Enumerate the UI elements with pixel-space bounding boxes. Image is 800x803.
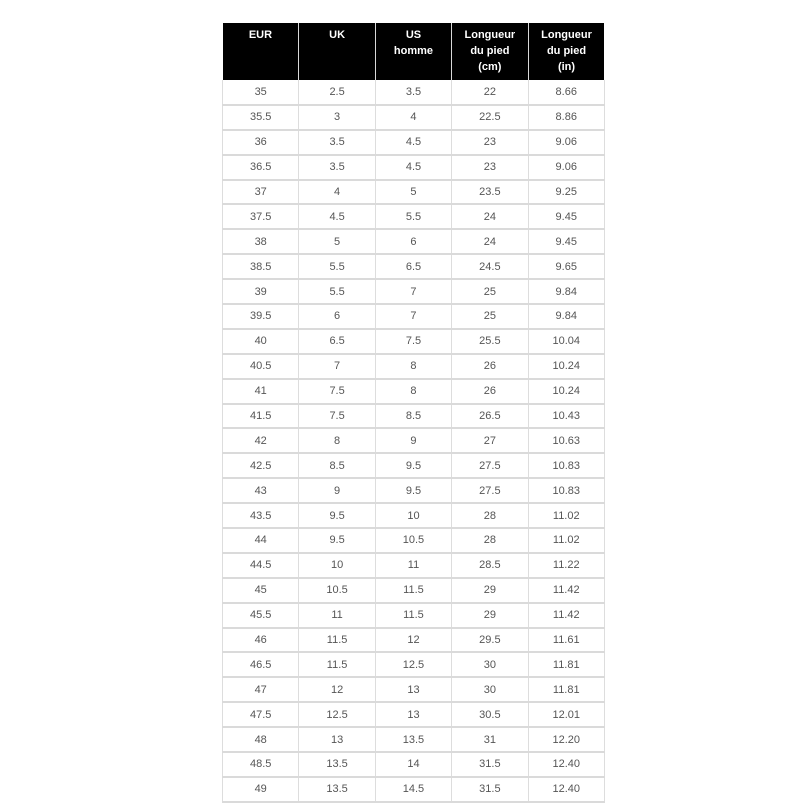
uk-cell: 9.5: [299, 528, 375, 553]
eur-cell: 42.5: [223, 453, 299, 478]
foot-length-in-cell: 9.84: [528, 279, 604, 304]
eur-cell: 42: [223, 428, 299, 453]
uk-cell: 6: [299, 304, 375, 329]
table-row: [223, 404, 605, 429]
table-row: [223, 155, 605, 180]
us-homme-cell: 8: [375, 354, 451, 379]
foot-length-in-cell: 12.20: [528, 727, 604, 752]
eur-cell: 41.5: [223, 404, 299, 429]
uk-cell: 11: [299, 603, 375, 628]
us-homme-cell: 4: [375, 105, 451, 130]
foot-length-cm-cell: 28: [452, 503, 528, 528]
foot-length-cm-cell: 29: [452, 578, 528, 603]
table-row: [223, 304, 605, 329]
us-homme-cell: 6.5: [375, 254, 451, 279]
eur-cell: 35: [223, 80, 299, 105]
uk-cell: 9.5: [299, 503, 375, 528]
foot-length-cm-cell: 25: [452, 279, 528, 304]
foot-length-in-cell: 11.81: [528, 677, 604, 702]
eur-cell: 46.5: [223, 652, 299, 677]
us-homme-cell: 4.5: [375, 130, 451, 155]
table-row: [223, 752, 605, 777]
foot-length-cm-cell: 28: [452, 528, 528, 553]
table-row: [223, 777, 605, 802]
table-row: [223, 628, 605, 653]
foot-length-in-cell: 12.40: [528, 777, 604, 802]
uk-cell: 9: [299, 478, 375, 503]
table-row: [223, 528, 605, 553]
us-homme-cell: 10.5: [375, 528, 451, 553]
us-homme-cell: 8.5: [375, 404, 451, 429]
foot-length-in-cell: 9.84: [528, 304, 604, 329]
us-homme-cell: 4.5: [375, 155, 451, 180]
foot-length-cm-cell: 23.5: [452, 180, 528, 205]
eur-cell: 44: [223, 528, 299, 553]
us-homme-cell: 13.5: [375, 727, 451, 752]
table-row: [223, 279, 605, 304]
uk-cell: 13: [299, 727, 375, 752]
us-homme-cell: 7.5: [375, 329, 451, 354]
foot-length-in-cell: 10.63: [528, 428, 604, 453]
eur-cell: 39: [223, 279, 299, 304]
us-homme-cell: 3.5: [375, 80, 451, 105]
eur-cell: 37.5: [223, 204, 299, 229]
foot-length-cm-cell: 27: [452, 428, 528, 453]
table-row: [223, 379, 605, 404]
us-homme-cell: 14: [375, 752, 451, 777]
eur-cell: 45: [223, 578, 299, 603]
foot-length-cm-cell: 31: [452, 727, 528, 752]
us-homme-cell: 7: [375, 279, 451, 304]
foot-length-in-cell: 12.40: [528, 752, 604, 777]
foot-length-in-cell: 9.06: [528, 155, 604, 180]
foot-length-cm-cell: 30: [452, 677, 528, 702]
eur-header: EUR: [223, 23, 299, 80]
foot-length-cm-cell: 29.5: [452, 628, 528, 653]
foot-length-cm-cell: 27.5: [452, 453, 528, 478]
foot-length-in-cell: 8.66: [528, 80, 604, 105]
table-row: [223, 204, 605, 229]
eur-cell: 41: [223, 379, 299, 404]
table-row: [223, 105, 605, 130]
foot-length-cm-cell: 26.5: [452, 404, 528, 429]
foot-length-in-cell: 9.25: [528, 180, 604, 205]
eur-cell: 39.5: [223, 304, 299, 329]
us-homme-cell: 12.5: [375, 652, 451, 677]
foot-length-cm-cell: 25.5: [452, 329, 528, 354]
table-row: [223, 80, 605, 105]
eur-cell: 35.5: [223, 105, 299, 130]
eur-cell: 47.5: [223, 702, 299, 727]
foot-length-cm-cell: 24: [452, 204, 528, 229]
uk-cell: 12: [299, 677, 375, 702]
eur-cell: 45.5: [223, 603, 299, 628]
uk-cell: 2.5: [299, 80, 375, 105]
foot-length-cm-cell: 26: [452, 354, 528, 379]
uk-cell: 8.5: [299, 453, 375, 478]
uk-cell: 7.5: [299, 379, 375, 404]
foot-length-in-cell: 10.04: [528, 329, 604, 354]
uk-cell: 4: [299, 180, 375, 205]
table-row: [223, 453, 605, 478]
foot-length-in-cell: 10.24: [528, 354, 604, 379]
uk-cell: 8: [299, 428, 375, 453]
uk-cell: 7.5: [299, 404, 375, 429]
foot-length-in-cell: 10.83: [528, 478, 604, 503]
table-row: [223, 254, 605, 279]
uk-cell: 11.5: [299, 652, 375, 677]
table-row: [223, 428, 605, 453]
uk-cell: 7: [299, 354, 375, 379]
uk-cell: 3.5: [299, 130, 375, 155]
us-homme-cell: 13: [375, 702, 451, 727]
foot-length-in-cell: 11.22: [528, 553, 604, 578]
foot-length-cm-cell: 24.5: [452, 254, 528, 279]
eur-cell: 40.5: [223, 354, 299, 379]
eur-cell: 47: [223, 677, 299, 702]
foot-length-in-cell: 11.42: [528, 578, 604, 603]
foot-length-in-cell: 9.45: [528, 229, 604, 254]
uk-cell: 13.5: [299, 752, 375, 777]
eur-cell: 36.5: [223, 155, 299, 180]
table-row: [223, 652, 605, 677]
eur-cell: 49: [223, 777, 299, 802]
eur-cell: 38.5: [223, 254, 299, 279]
table-row: [223, 130, 605, 155]
foot-length-in-cell: 9.45: [528, 204, 604, 229]
us-homme-cell: 7: [375, 304, 451, 329]
table-row: [223, 702, 605, 727]
foot-length-cm-cell: 30: [452, 652, 528, 677]
table-row: [223, 478, 605, 503]
uk-cell: 13.5: [299, 777, 375, 802]
foot-length-in-cell: 9.06: [528, 130, 604, 155]
eur-cell: 36: [223, 130, 299, 155]
eur-cell: 43.5: [223, 503, 299, 528]
foot-length-in-cell: 11.61: [528, 628, 604, 653]
uk-cell: 3: [299, 105, 375, 130]
eur-cell: 37: [223, 180, 299, 205]
foot-length-cm-cell: 22.5: [452, 105, 528, 130]
table-row: [223, 229, 605, 254]
eur-cell: 46: [223, 628, 299, 653]
us-homme-cell: 9.5: [375, 453, 451, 478]
foot-length-in-cell: 9.65: [528, 254, 604, 279]
foot-length-cm-cell: 28.5: [452, 553, 528, 578]
foot-length-in-cell: 10.43: [528, 404, 604, 429]
foot-length-in-cell: 8.86: [528, 105, 604, 130]
table-row: [223, 677, 605, 702]
size-chart-table: [222, 23, 605, 803]
eur-cell: 48.5: [223, 752, 299, 777]
foot-length-in-header: Longueur du pied (in): [528, 23, 604, 80]
us-homme-cell: 14.5: [375, 777, 451, 802]
table-row: [223, 329, 605, 354]
foot-length-in-cell: 12.01: [528, 702, 604, 727]
uk-cell: 5.5: [299, 254, 375, 279]
uk-cell: 5: [299, 229, 375, 254]
table-row: [223, 578, 605, 603]
us-homme-cell: 9.5: [375, 478, 451, 503]
uk-cell: 10.5: [299, 578, 375, 603]
table-row: [223, 603, 605, 628]
foot-length-cm-cell: 25: [452, 304, 528, 329]
foot-length-in-cell: 10.83: [528, 453, 604, 478]
eur-cell: 44.5: [223, 553, 299, 578]
uk-cell: 4.5: [299, 204, 375, 229]
us-homme-cell: 12: [375, 628, 451, 653]
foot-length-cm-header: Longueur du pied (cm): [452, 23, 528, 80]
foot-length-cm-cell: 31.5: [452, 752, 528, 777]
foot-length-in-cell: 11.02: [528, 503, 604, 528]
uk-cell: 5.5: [299, 279, 375, 304]
size-chart-body: [223, 80, 605, 802]
foot-length-cm-cell: 23: [452, 155, 528, 180]
us-homme-cell: 6: [375, 229, 451, 254]
us-homme-cell: 9: [375, 428, 451, 453]
eur-cell: 38: [223, 229, 299, 254]
foot-length-in-cell: 11.81: [528, 652, 604, 677]
us-homme-cell: 5.5: [375, 204, 451, 229]
table-row: [223, 553, 605, 578]
table-row: [223, 503, 605, 528]
foot-length-cm-cell: 24: [452, 229, 528, 254]
uk-header: UK: [299, 23, 375, 80]
eur-cell: 48: [223, 727, 299, 752]
uk-cell: 10: [299, 553, 375, 578]
foot-length-cm-cell: 23: [452, 130, 528, 155]
foot-length-in-cell: 11.42: [528, 603, 604, 628]
eur-cell: 43: [223, 478, 299, 503]
uk-cell: 6.5: [299, 329, 375, 354]
foot-length-cm-cell: 27.5: [452, 478, 528, 503]
foot-length-in-cell: 10.24: [528, 379, 604, 404]
us-homme-cell: 8: [375, 379, 451, 404]
us-homme-cell: 11: [375, 553, 451, 578]
uk-cell: 3.5: [299, 155, 375, 180]
foot-length-cm-cell: 31.5: [452, 777, 528, 802]
us-homme-cell: 13: [375, 677, 451, 702]
uk-cell: 12.5: [299, 702, 375, 727]
table-row: [223, 727, 605, 752]
table-row: [223, 180, 605, 205]
foot-length-cm-cell: 30.5: [452, 702, 528, 727]
us-homme-cell: 11.5: [375, 603, 451, 628]
us-homme-cell: 10: [375, 503, 451, 528]
foot-length-in-cell: 11.02: [528, 528, 604, 553]
foot-length-cm-cell: 29: [452, 603, 528, 628]
uk-cell: 11.5: [299, 628, 375, 653]
table-row: [223, 354, 605, 379]
foot-length-cm-cell: 22: [452, 80, 528, 105]
header-row: [223, 23, 605, 80]
us-homme-cell: 5: [375, 180, 451, 205]
eur-cell: 40: [223, 329, 299, 354]
size-chart-header: [223, 23, 605, 80]
us-homme-cell: 11.5: [375, 578, 451, 603]
foot-length-cm-cell: 26: [452, 379, 528, 404]
us-homme-header: US homme: [375, 23, 451, 80]
